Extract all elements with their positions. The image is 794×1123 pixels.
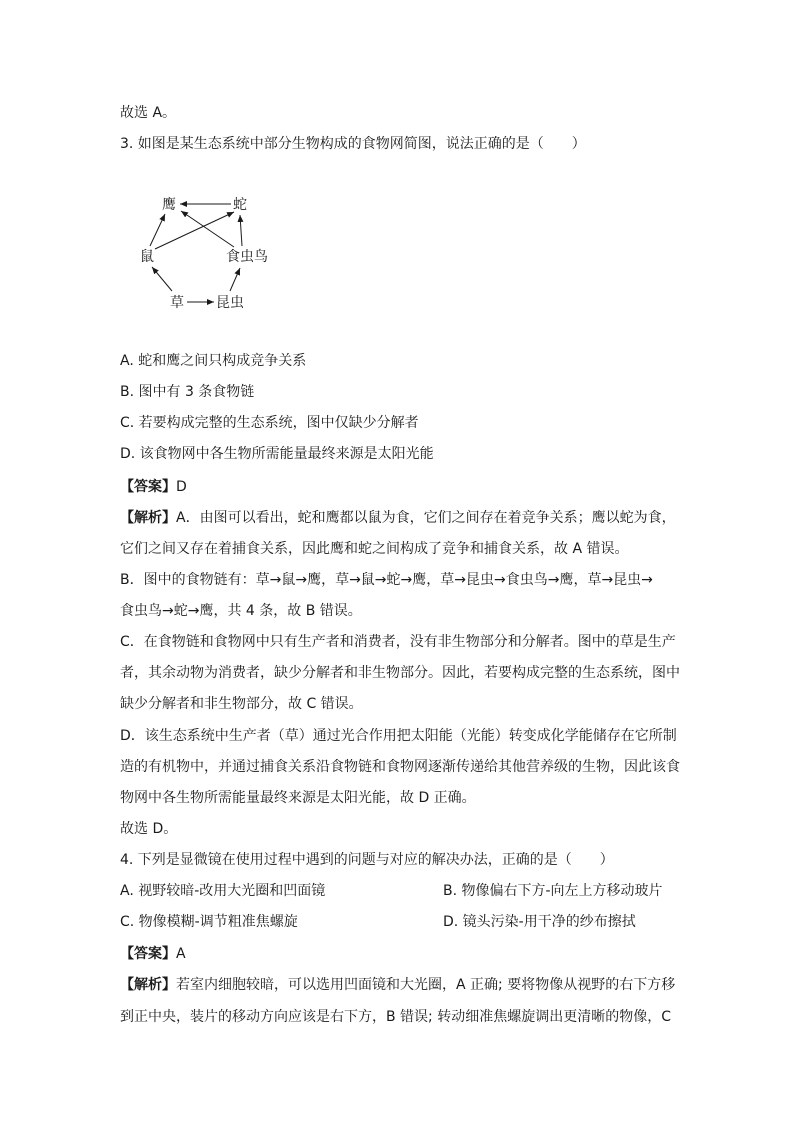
- node-snake: 蛇: [233, 197, 247, 213]
- arrow-bird-to-hawk: [181, 211, 234, 247]
- q3-conclusion: 故选 D。: [120, 821, 178, 837]
- node-mouse: 鼠: [140, 249, 154, 265]
- q4-analysis-line-1: [120, 975, 675, 995]
- answer-value: A: [176, 946, 186, 962]
- question-3-stem: 3. 如图是某生态系统中部分生物构成的食物网简图，说法正确的是（ ）: [120, 136, 586, 152]
- q4-analysis-line-2: 到正中央，装片的移动方向应该是右下方，B 错误; 转动细准焦螺旋调出更清晰的物像，C: [120, 1009, 671, 1025]
- q3-option-d: D. 该食物网中各生物所需能量最终来源是太阳光能: [120, 446, 434, 462]
- node-insect: 昆虫: [216, 295, 244, 311]
- q3-analysis-line-9: 造的有机物中，并通过捕食关系沿食物链和食物网逐渐传递给其他营养级的生物，因此该食: [120, 759, 680, 775]
- q3-analysis-line-7: 缺少分解者和非生物部分，故 C 错误。: [120, 696, 363, 712]
- q4-answer: [120, 944, 186, 964]
- q3-answer: [120, 477, 187, 497]
- q3-analysis-line-3: B．图中的食物链有：草→鼠→鹰，草→鼠→蛇→鹰，草→昆虫→食虫鸟→鹰，草→昆虫→: [120, 572, 653, 588]
- q3-analysis-line-2: 它们之间又存在着捕食关系，因此鹰和蛇之间构成了竞争和捕食关系，故 A 错误。: [120, 541, 629, 557]
- answer-tag: 【答案】: [120, 946, 176, 962]
- node-grass: 草: [170, 295, 184, 311]
- answer-tag: 【答案】: [120, 479, 176, 495]
- q3-analysis-line-1: [120, 508, 676, 528]
- arrow-insect-to-bird: [230, 268, 240, 291]
- arrow-grass-to-mouse: [152, 267, 172, 291]
- analysis-text: 若室内细胞较暗，可以选用凹面镜和大光圈，A 正确; 要将物像从视野的右下方移: [176, 977, 676, 993]
- q3-option-a: A. 蛇和鹰之间只构成竞争关系: [120, 353, 307, 369]
- arrow-bird-to-snake: [240, 215, 242, 246]
- question-4-stem: 4. 下列是显微镜在使用过程中遇到的问题与对应的解决办法，正确的是（ ）: [120, 852, 614, 868]
- food-web-diagram: [130, 188, 290, 318]
- arrow-mouse-to-snake: [155, 212, 234, 249]
- q4-option-b: B. 物像偏右下方-向左上方移动玻片: [443, 883, 663, 899]
- q3-analysis-line-8: D．该生态系统中生产者（草）通过光合作用把太阳能（光能）转变成化学能储存在它所制: [120, 728, 677, 744]
- analysis-text: A．由图可以看出，蛇和鹰都以鼠为食，它们之间存在着竞争关系；鹰以蛇为食，: [176, 510, 676, 526]
- prev-conclusion: 故选 A。: [120, 105, 177, 121]
- q3-analysis-line-6: 者，其余动物为消费者，缺少分解者和非生物部分。因此，若要构成完整的生态系统，图中: [120, 665, 680, 681]
- q3-analysis-line-10: 物网中各生物所需能量最终来源是太阳光能，故 D 正确。: [120, 790, 476, 806]
- node-bird: 食虫鸟: [226, 249, 268, 265]
- q3-option-c: C. 若要构成完整的生态系统，图中仅缺少分解者: [120, 415, 419, 431]
- node-hawk: 鹰: [162, 197, 176, 213]
- q4-option-c: C. 物像模糊-调节粗准焦螺旋: [120, 914, 298, 930]
- q3-option-b: B. 图中有 3 条食物链: [120, 384, 255, 400]
- q3-analysis-line-4: 食虫鸟→蛇→鹰，共 4 条，故 B 错误。: [120, 603, 362, 619]
- analysis-tag: 【解析】: [120, 510, 176, 526]
- q3-analysis-line-5: C．在食物链和食物网中只有生产者和消费者，没有非生物部分和分解者。图中的草是生产: [120, 634, 676, 650]
- q4-option-d: D. 镜头污染-用干净的纱布擦拭: [443, 914, 636, 930]
- q4-option-a: A. 视野较暗-改用大光圈和凹面镜: [120, 883, 326, 899]
- answer-value: D: [176, 479, 187, 495]
- analysis-tag: 【解析】: [120, 977, 176, 993]
- arrow-mouse-to-hawk: [150, 214, 165, 246]
